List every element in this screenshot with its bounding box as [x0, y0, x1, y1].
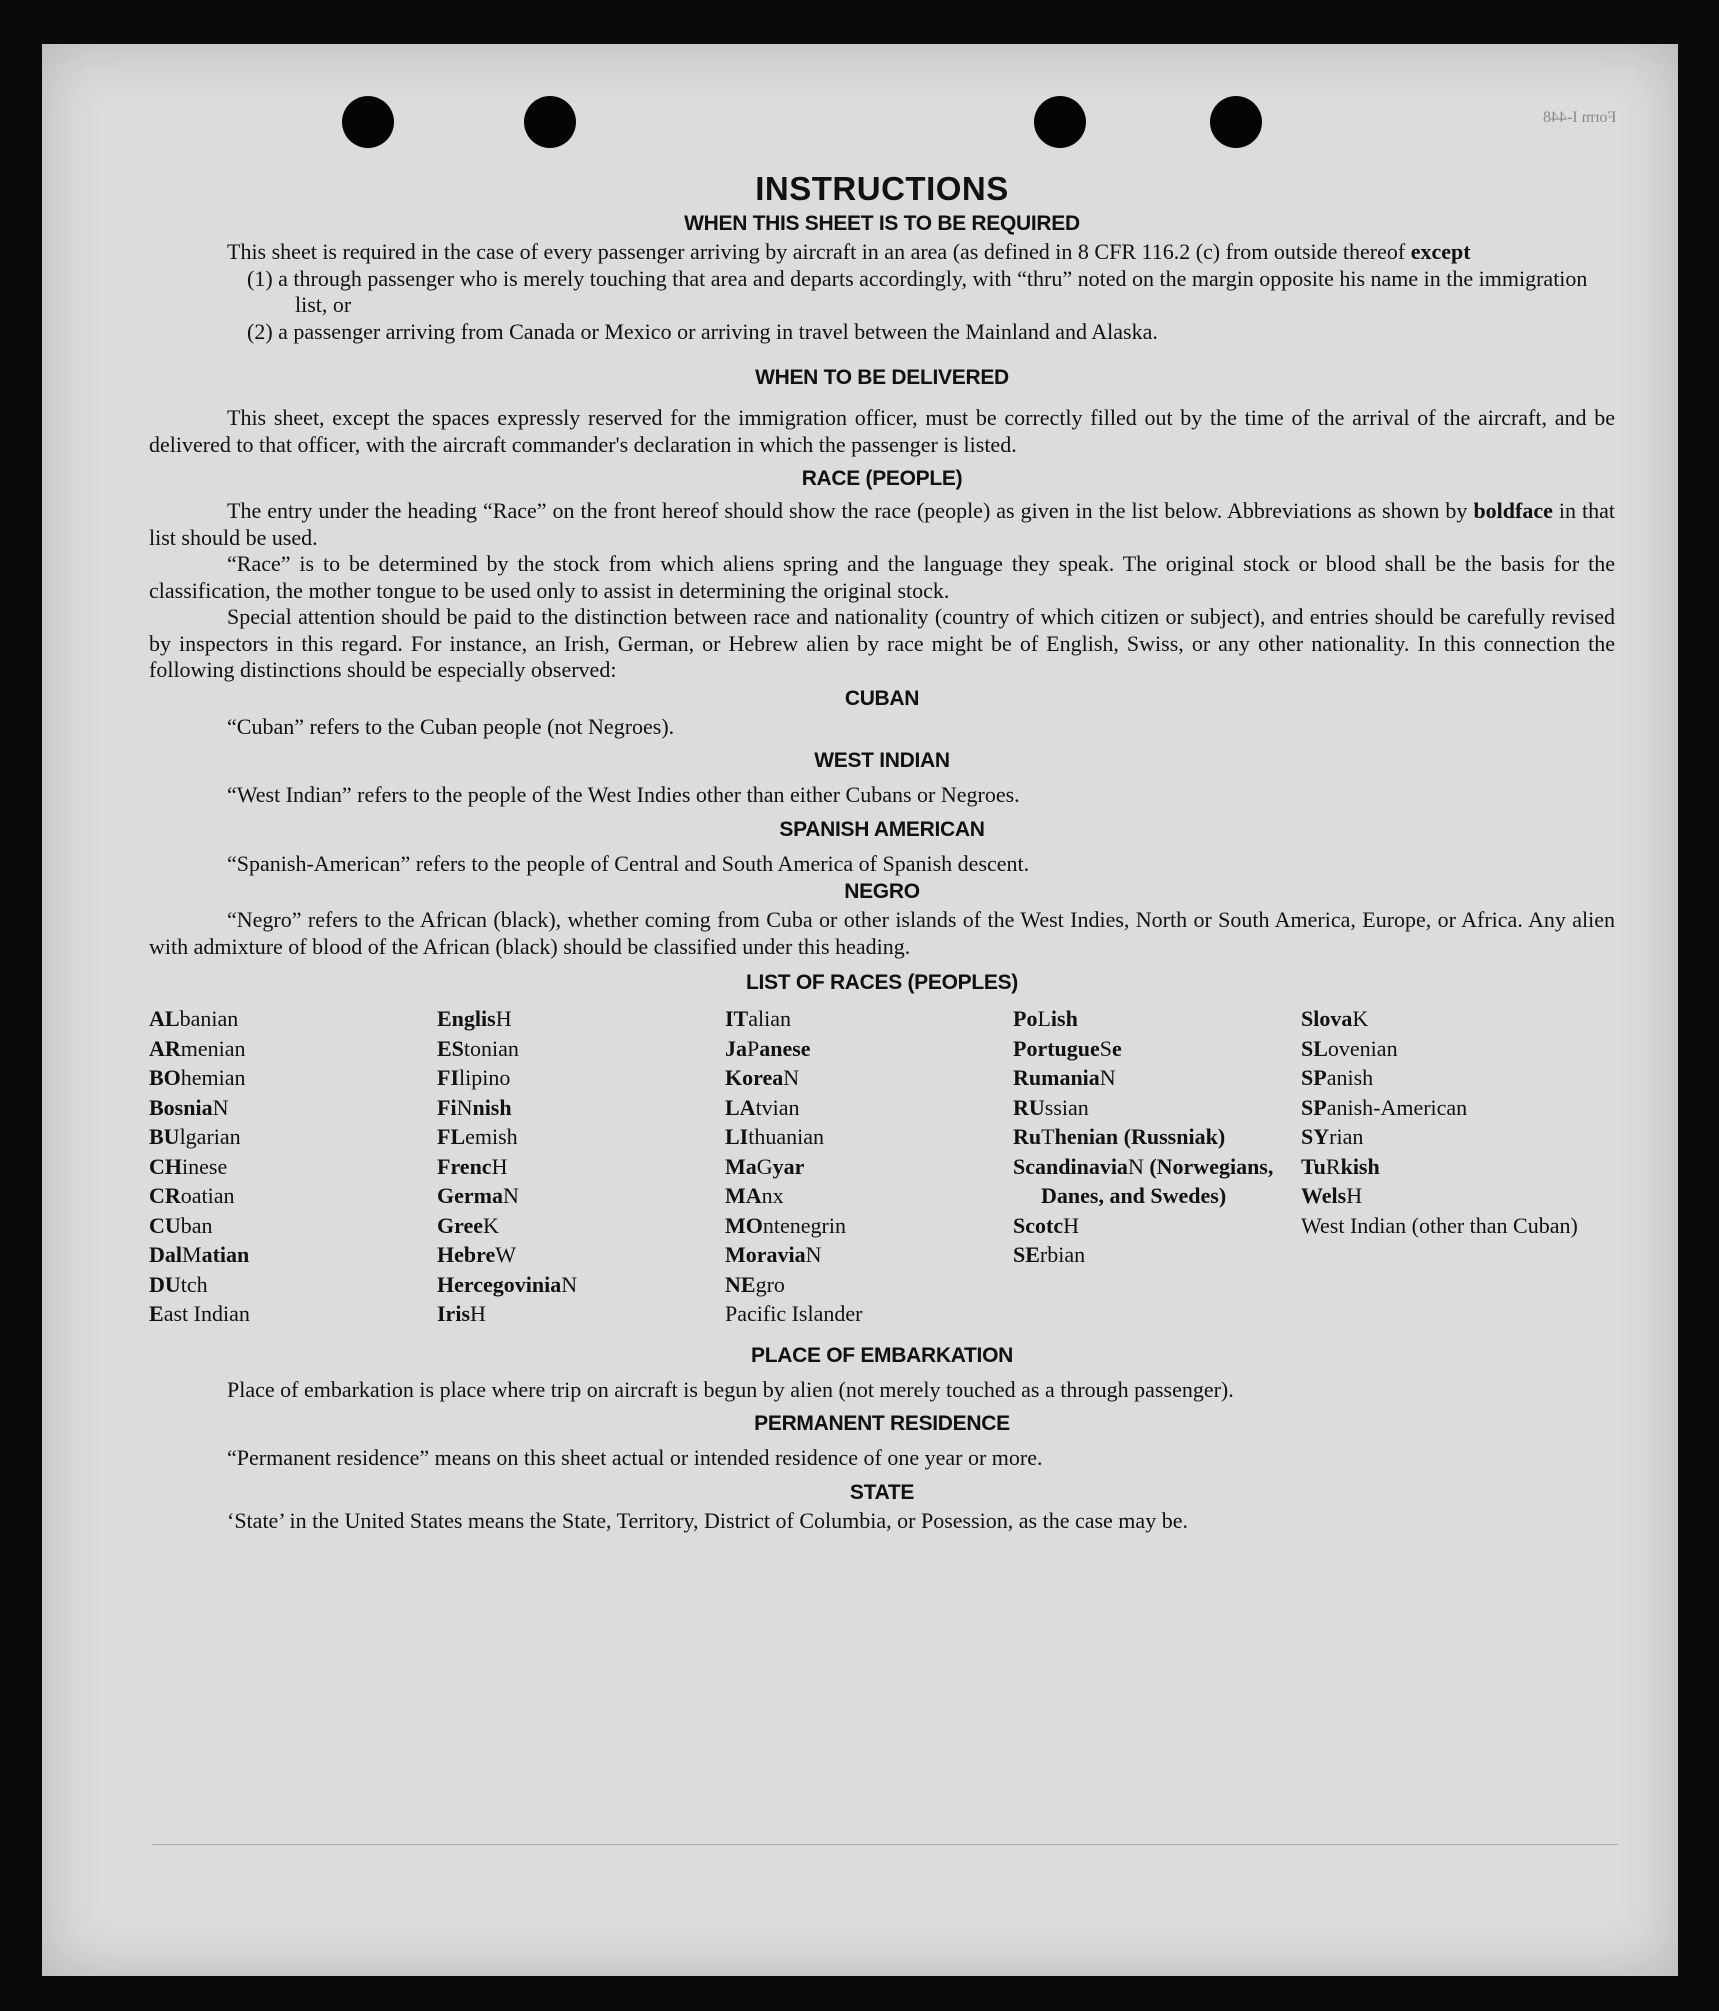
race-entry-part: West Indian (other than Cuban): [1301, 1212, 1578, 1238]
race-entry-part: emish: [465, 1124, 518, 1149]
section-heading-required: WHEN THIS SHEET IS TO BE REQUIRED: [684, 212, 1080, 235]
section-heading-spanish-american: SPANISH AMERICAN: [779, 817, 985, 841]
race-entry: [725, 1299, 1013, 1329]
race-entry-part: anish: [1326, 1065, 1374, 1090]
race-entry: [149, 1181, 437, 1211]
race-entry-part: N: [1127, 1153, 1144, 1179]
race-entry-part: CU: [149, 1212, 181, 1238]
race-entry-part: Korea: [725, 1065, 784, 1090]
race-entry-part: FL: [437, 1124, 466, 1149]
race-entry-part: AL: [149, 1006, 180, 1031]
delivered-body: This sheet, except the spaces expressly reserved for the immigration officer, must be correctly filled out by the time of the arrival of the aircraft, and be delivered to that officer, with the aircraft commander's declaration in which the passenger is listed.: [149, 405, 1615, 457]
section-heading-embarkation: PLACE OF EMBARKATION: [751, 1343, 1013, 1367]
race-entry-part: nish: [472, 1094, 512, 1120]
race-entry-part: Ru: [1013, 1124, 1042, 1149]
race-entry: [437, 1152, 725, 1182]
race-entry-part: SY: [1301, 1124, 1330, 1149]
race-entry-part: Gree: [437, 1212, 484, 1238]
race-entry: [725, 1122, 1013, 1152]
race-paragraph-1: [149, 498, 1615, 551]
race-entry: [1013, 1093, 1301, 1123]
race-entry-part: tvian: [755, 1094, 800, 1120]
race-entry-part: Hercegovinia: [437, 1271, 562, 1297]
races-column: [1301, 1004, 1591, 1329]
race-entry: [725, 1240, 1013, 1270]
race-entry-part: W: [495, 1242, 517, 1267]
race-entry-part: Hebre: [437, 1242, 496, 1267]
race-entry-part: N: [456, 1094, 473, 1120]
required-intro: [149, 239, 1615, 266]
race-entry-part: Pacific Islander: [725, 1301, 863, 1326]
race-entry-part: ntenegrin: [762, 1212, 846, 1238]
race-entry-part: Ja: [725, 1035, 747, 1061]
race-entry: [437, 1004, 725, 1034]
race-entry-part: K: [1352, 1006, 1369, 1031]
race-entry: [725, 1270, 1013, 1300]
race-entry: [725, 1093, 1013, 1123]
race-entry-part: N: [212, 1094, 229, 1120]
race-entry-part: Englis: [437, 1006, 496, 1031]
race-entry: [437, 1063, 725, 1093]
residence-body: “Permanent residence” means on this sheet actual or intended residence of one year or more.: [227, 1445, 1043, 1470]
race-entry-part: Ma: [725, 1153, 757, 1179]
race-entry: [1013, 1034, 1301, 1064]
race-entry-part: K: [483, 1212, 499, 1238]
race-entry: [1013, 1240, 1301, 1270]
west-indian-body: “West Indian” refers to the people of the West Indies other than either Cubans or Negroes.: [227, 782, 1020, 807]
race-entry-part: CR: [149, 1183, 181, 1208]
race-entry: [149, 1211, 437, 1241]
race-entry-part: menian: [180, 1035, 246, 1061]
race-entry-part: BO: [149, 1065, 181, 1090]
race-entry: [437, 1181, 725, 1211]
race-entry-part: R: [1325, 1153, 1341, 1179]
race-entry-part: LA: [725, 1094, 756, 1120]
race-entry: [149, 1004, 437, 1034]
race-entry: [1013, 1063, 1301, 1093]
race-entry-part: NE: [725, 1271, 756, 1297]
race-entry-part: IT: [725, 1006, 749, 1031]
race-p1-boldface: boldface: [1473, 498, 1553, 523]
race-entry-part: Frenc: [437, 1153, 492, 1179]
race-entry-part: Rumania: [1013, 1065, 1100, 1090]
race-entry-part: T: [1041, 1124, 1055, 1149]
race-entry-part: SL: [1301, 1035, 1328, 1061]
required-item-1: (1) a through passenger who is merely touching that area and departs accordingly, with “thru” noted on the margin opposite his name in the immigration list, or: [247, 265, 1588, 317]
races-list-heading: LIST OF RACES (PEOPLES): [746, 971, 1018, 994]
race-entry: [437, 1034, 725, 1064]
race-entry: [1301, 1152, 1591, 1182]
race-entry-part: henian (Russniak): [1054, 1124, 1226, 1149]
race-entry-part: BU: [149, 1124, 180, 1149]
race-entry: [725, 1181, 1013, 1211]
race-entry-part: Scotc: [1013, 1212, 1064, 1238]
races-column: [437, 1004, 725, 1329]
race-entry-part: yar: [772, 1153, 805, 1179]
race-entry-part: M: [182, 1242, 202, 1267]
race-entry: [1013, 1004, 1301, 1034]
race-entry: [149, 1063, 437, 1093]
document-sheet: [42, 44, 1678, 1976]
embarkation-body: Place of embarkation is place where trip on aircraft is begun by alien (not merely touched as a through passenger).: [227, 1376, 1234, 1402]
race-entry-part: Iris: [437, 1301, 470, 1326]
race-entry-part: Bosnia: [149, 1094, 213, 1120]
races-column: [149, 1004, 437, 1329]
race-entry: [1013, 1152, 1301, 1211]
race-entry-part: AR: [149, 1035, 181, 1061]
race-entry-part: SE: [1013, 1242, 1040, 1267]
race-entry-part: P: [747, 1035, 760, 1061]
race-entry-part: N: [1099, 1065, 1116, 1090]
race-entry-part: G: [756, 1153, 773, 1179]
race-entry-part: N: [783, 1065, 800, 1090]
race-entry: [1013, 1122, 1301, 1152]
races-list: [149, 1004, 1615, 1329]
form-number: Form I-448: [1542, 109, 1616, 126]
required-intro-text: This sheet is required in the case of every passenger arriving by aircraft in an area (as defined in 8 CFR 116.2 (c) from outside thereof: [227, 239, 1411, 264]
race-entry: [149, 1299, 437, 1329]
race-entry-part: Tu: [1301, 1153, 1326, 1179]
race-entry: [1301, 1211, 1591, 1241]
race-entry-part: N: [561, 1271, 578, 1297]
race-entry-part: anese: [759, 1035, 811, 1061]
race-entry-part: (Norwegians, Danes, and Swedes): [1041, 1153, 1274, 1208]
race-entry-part: ish: [1050, 1006, 1078, 1031]
race-entry-part: Wels: [1301, 1183, 1347, 1208]
section-heading-cuban: CUBAN: [844, 686, 920, 710]
race-entry-part: Scandinavia: [1013, 1153, 1128, 1179]
race-entry: [725, 1034, 1013, 1064]
race-entry-part: oatian: [180, 1183, 235, 1208]
race-entry-part: N: [502, 1183, 519, 1208]
race-entry: [149, 1093, 437, 1123]
races-column: [1013, 1004, 1301, 1329]
race-entry-part: kish: [1340, 1153, 1380, 1179]
race-entry: [437, 1122, 725, 1152]
race-entry-part: SP: [1301, 1065, 1327, 1090]
race-entry: [1301, 1063, 1591, 1093]
race-entry: [437, 1270, 725, 1300]
section-heading-delivered: WHEN TO BE DELIVERED: [755, 366, 1009, 389]
punch-hole: [342, 96, 394, 148]
race-entry: [725, 1152, 1013, 1182]
race-entry-part: rbian: [1039, 1242, 1086, 1267]
race-entry: [1301, 1181, 1591, 1211]
race-entry-part: Moravia: [725, 1242, 806, 1267]
instructions-content: [149, 169, 1615, 1534]
race-entry: [437, 1211, 725, 1241]
race-paragraph-3: Special attention should be paid to the distinction between race and nationality (country of which citizen or subject), and entries should be carefully revised by inspectors in this regard. For instance, an Irish, German, or Hebrew alien by race might be of English, Swiss, or any other nationality. In this connection the following distinctions should be especially observed:: [149, 604, 1615, 682]
race-entry-part: banian: [179, 1006, 239, 1031]
race-entry: [725, 1211, 1013, 1241]
race-entry-part: Po: [1013, 1006, 1038, 1031]
race-entry-part: N: [805, 1242, 822, 1267]
section-heading-residence: PERMANENT RESIDENCE: [754, 1412, 1010, 1435]
race-entry-part: rian: [1329, 1124, 1364, 1149]
spanish-american-body: “Spanish-American” refers to the people of Central and South America of Spanish descent.: [227, 850, 1030, 876]
race-entry-part: inese: [182, 1153, 228, 1179]
race-entry: [725, 1004, 1013, 1034]
section-heading-negro: NEGRO: [844, 880, 920, 903]
footer-rule: [152, 1844, 1618, 1845]
section-heading-state: STATE: [849, 1480, 915, 1504]
race-entry: [437, 1240, 725, 1270]
race-entry-part: e: [1112, 1035, 1122, 1061]
race-entry-part: Germa: [437, 1183, 503, 1208]
race-entry-part: H: [470, 1301, 486, 1326]
race-entry-part: SP: [1301, 1094, 1327, 1120]
race-entry-part: tch: [180, 1271, 208, 1297]
race-p1-end: in that list should be used.: [149, 498, 1615, 550]
race-entry-part: ssian: [1044, 1094, 1089, 1120]
race-entry-part: RU: [1013, 1094, 1045, 1120]
race-entry-part: ovenian: [1327, 1035, 1398, 1061]
race-entry-part: H: [1063, 1212, 1079, 1238]
race-entry-part: CH: [149, 1153, 182, 1179]
race-entry-part: hemian: [180, 1065, 246, 1090]
race-entry: [149, 1034, 437, 1064]
race-entry: [149, 1240, 437, 1270]
race-entry-part: alian: [748, 1006, 792, 1031]
race-entry: [725, 1063, 1013, 1093]
race-entry: [1301, 1122, 1591, 1152]
race-entry: [149, 1270, 437, 1300]
page-title: INSTRUCTIONS: [755, 170, 1009, 207]
state-body: ‘State’ in the United States means the State, Territory, District of Columbia, or Posession, as the case may be.: [227, 1507, 1188, 1533]
required-intro-except: except: [1410, 239, 1471, 264]
race-entry-part: MA: [725, 1183, 762, 1208]
punch-hole: [1210, 96, 1262, 148]
race-paragraph-2: “Race” is to be determined by the stock from which aliens spring and the language they speak. The original stock or blood shall be the basis for the classification, the mother tongue to be used only to assist in determining the original stock.: [149, 551, 1615, 603]
race-entry-part: atian: [201, 1242, 250, 1267]
required-item-2: (2) a passenger arriving from Canada or Mexico or arriving in travel between the Mainland and Alaska.: [247, 318, 1158, 344]
race-entry-part: Dal: [149, 1242, 182, 1267]
race-entry-part: LI: [725, 1124, 749, 1149]
race-entry: [1013, 1211, 1301, 1241]
race-p1-text: The entry under the heading “Race” on the front hereof should show the race (people) as given in the list below. Abbreviations as shown by: [227, 498, 1474, 523]
race-entry-part: DU: [149, 1271, 181, 1297]
race-entry-part: lgarian: [179, 1124, 241, 1149]
race-entry: [149, 1152, 437, 1182]
race-entry-part: tonian: [463, 1035, 519, 1061]
races-column: [725, 1004, 1013, 1329]
section-heading-race: RACE (PEOPLE): [801, 467, 963, 490]
race-entry-part: MO: [725, 1212, 763, 1238]
race-entry-part: H: [491, 1153, 508, 1179]
race-entry: [149, 1122, 437, 1152]
race-entry-part: H: [1346, 1183, 1363, 1208]
race-entry-part: L: [1037, 1006, 1051, 1031]
race-entry-part: gro: [755, 1271, 785, 1297]
race-entry-part: thuanian: [748, 1124, 825, 1149]
negro-body: “Negro” refers to the African (black), whether coming from Cuba or other islands of the West Indies, North or South America, Europe, or Africa. Any alien with admixture of blood of the African (black) should be classified under this heading.: [149, 907, 1615, 959]
race-entry-part: anish-American: [1326, 1094, 1468, 1120]
race-entry-part: Slova: [1301, 1006, 1353, 1031]
race-entry-part: Portugue: [1013, 1035, 1100, 1061]
race-entry-part: E: [149, 1301, 164, 1326]
race-entry-part: ES: [437, 1035, 464, 1061]
race-entry: [1301, 1093, 1591, 1123]
race-entry-part: ast Indian: [163, 1301, 250, 1326]
race-entry-part: lipino: [459, 1065, 511, 1090]
race-entry-part: nx: [761, 1183, 784, 1208]
punch-hole: [524, 96, 576, 148]
race-entry-part: Fi: [437, 1094, 457, 1120]
race-entry: [437, 1093, 725, 1123]
punch-hole: [1034, 96, 1086, 148]
race-entry: [1301, 1004, 1591, 1034]
race-entry-part: FI: [437, 1065, 459, 1090]
race-entry: [437, 1299, 725, 1329]
cuban-body: “Cuban” refers to the Cuban people (not Negroes).: [227, 713, 675, 739]
race-entry-part: H: [495, 1006, 512, 1031]
race-entry: [1301, 1034, 1591, 1064]
race-entry-part: ban: [180, 1212, 213, 1238]
section-heading-west-indian: WEST INDIAN: [814, 749, 950, 772]
race-entry-part: S: [1099, 1035, 1113, 1061]
